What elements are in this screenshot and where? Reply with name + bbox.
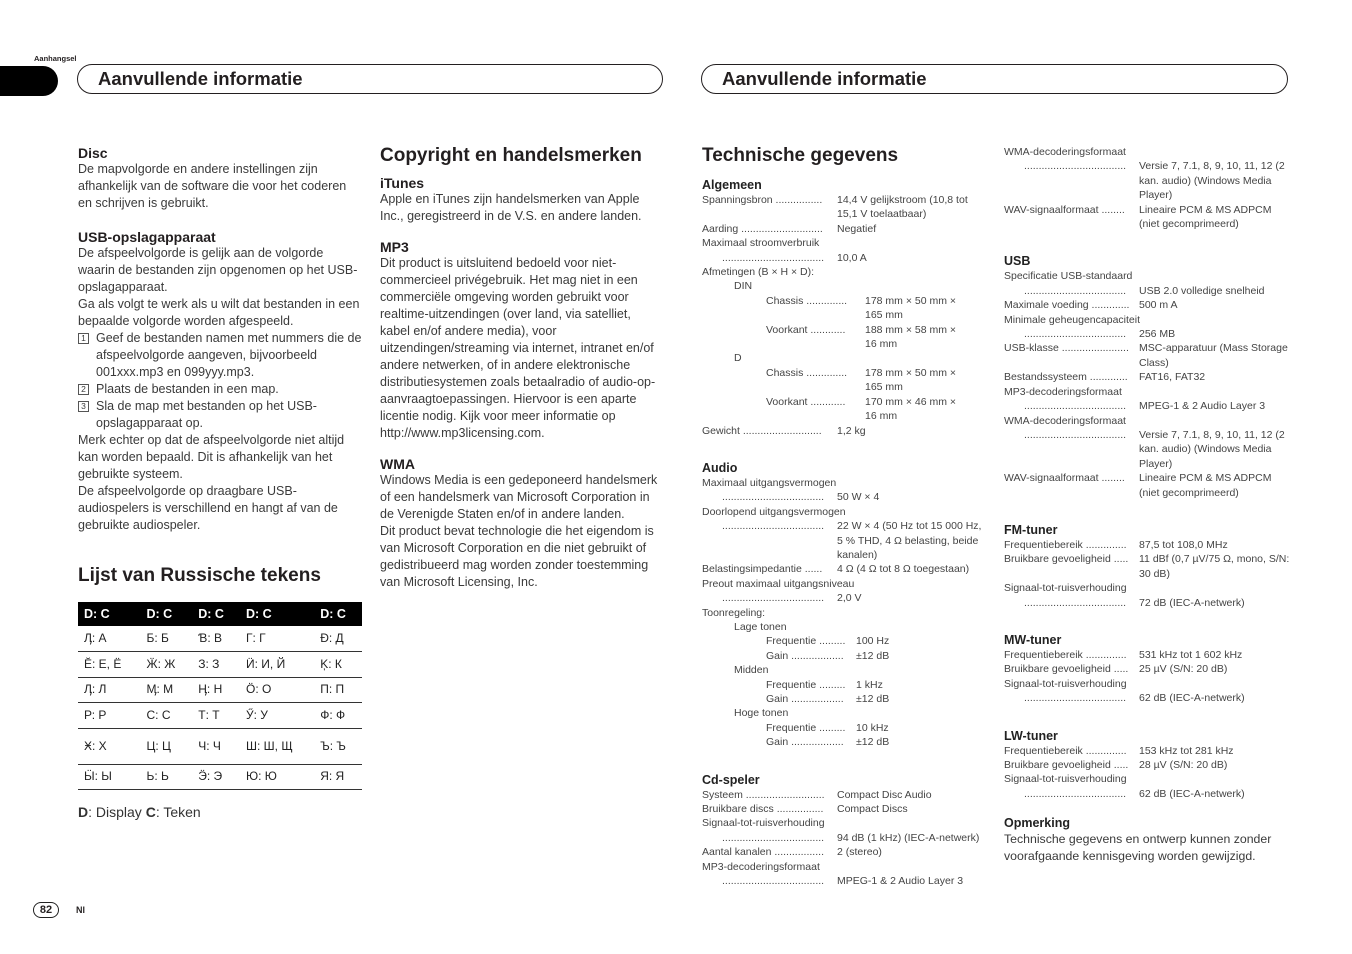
table-row (78, 703, 362, 729)
itunes-text: Apple en iTunes zijn handelsmerken van Apple Inc., geregistreerd in de V.S. en andere landen. (380, 192, 642, 223)
section-tag: Aanhangsel (34, 54, 77, 63)
mp3-text: Dit product is uitsluitend bedoeld voor niet-commercieel privégebruik. Het mag niet in een commerciële omgeving worden gebruikt voor realtime-uitzendingen (over land, via satelliet, kabel en/of andere media), voor uitzendingen/streaming via internet, intranet en/of andere netwerken, of in andere elektronische distributiesystemen zoals betaalradio of audio-op-aanvraagtoepassingen. Hiervoor is een aparte licentie nodig. Kijk voor meer informatie op http://www.mp3licensing.com. (380, 256, 656, 440)
table-cell: Ӧ: О (240, 677, 314, 703)
disc-heading: Disc (78, 145, 108, 161)
specs-heading: Technische gegevens (702, 145, 899, 166)
table-cell: Б: Б (141, 626, 193, 652)
table-cell: Ӆ: Л (78, 677, 141, 703)
column-1 (78, 145, 362, 534)
table-row (78, 728, 362, 764)
table-cell: Ӹ: Ы (78, 764, 141, 790)
russian-heading: Lijst van Russische tekens (78, 565, 321, 586)
table-cell: Ӥ: И, Й (240, 652, 314, 678)
russian-legend: D: Display C: Teken (78, 804, 201, 820)
table-cell: Ɖ: Д (314, 626, 362, 652)
usb-step-1: 1 Geef de bestanden namen met nummers die de afspeelvolgorde aangeven, bijvoorbeeld 001xxx.mp3 en 099yyy.mp3. (78, 330, 362, 381)
table-cell: З: З (192, 652, 240, 678)
table-cell: П: П (314, 677, 362, 703)
wma-text-2: Dit product bevat technologie die het eigendom is van Microsoft Corporation en die niet gebruikt of gedistribueerd mag worden zonder toestemming van Microsoft Licensing, Inc. (380, 524, 654, 589)
table-cell: Ч: Ч (192, 728, 240, 764)
usb-spec-heading: USB (1004, 254, 1031, 269)
table-cell: Ɓ: В (192, 626, 240, 652)
disc-text: De mapvolgorde en andere instellingen zijn afhankelijk van de software die voor het coderen en schrijven is gebruikt. (78, 162, 347, 210)
column-2 (380, 145, 663, 591)
table-cell: Ь: Ь (141, 764, 193, 790)
table-row (78, 677, 362, 703)
table-cell: Ю: Ю (240, 764, 314, 790)
table-cell: Ъ: Ъ (314, 728, 362, 764)
russian-table-wrap (78, 602, 362, 790)
mp3-heading: MP3 (380, 239, 409, 255)
usb-step-3: 3 Sla de map met bestanden op het USB-opslagapparaat op. (78, 398, 362, 432)
table-cell: Ĕ: Е, Ё (78, 652, 141, 678)
header-title-left: Aanvullende informatie (77, 64, 663, 94)
header-title-right: Aanvullende informatie (701, 64, 1288, 94)
note-heading: Opmerking (1004, 816, 1070, 831)
table-cell: Ӎ: М (141, 677, 193, 703)
wma-text-1: Windows Media is een gedeponeerd handelsmerk of een handelsmerk van Microsoft Corporation in de Verenigde Staten en/of in andere landen. (380, 473, 658, 521)
table-cell: Ӝ: Ж (141, 652, 193, 678)
table-header: D: C (314, 602, 362, 626)
usb-text-4: De afspeelvolgorde op draagbare USB-audiospelers is verschillend en hangt af van de gebruikte audiospeler. (78, 484, 338, 532)
usb-step-2: 2 Plaats de bestanden in een map. (78, 381, 362, 398)
lw-heading: LW-tuner (1004, 728, 1058, 743)
table-cell: Г: Г (240, 626, 314, 652)
column-3: Technische gegevens Algemeen Spanningsbron ................ 14,4 V gelijkstroom (10,8 tot 15,1 V toelaatbaar) Aarding ............................ Negatief Maximaal stroomverbruik ................................... 10,0 A Afmetingen (B × H × D): DIN Chassis .............. 178 mm × 50 mm × 165 mm Voorkant ............ 188 mm × 58 mm × 16 mm D Chassis .............. 178 mm × 50 mm × 165 mm Voorkant ............ 170 mm × 46 mm × 16 mm Gewicht ........................... 1,2 kg Audio Maximaal uitgangsvermogen ................................... 50 W × 4 Doorlopend uitgangsvermogen ................................... 22 W × 4 (50 Hz tot 15 000 Hz, 5 % THD, 4 Ω belasting, beide kanalen) Belastingsimpedantie ...... 4 Ω (4 Ω tot 8 Ω toegestaan) Preout maximaal uitgangsniveau ................................... 2,0 V Toonregeling: Lage tonen Frequentie ......... 100 Hz Gain .................. ±12 dB Midden Frequentie ......... 1 kHz Gain .................. ±12 dB Hoge tonen Frequentie ......... 10 kHz Gain .................. ±12 dB Cd-speler Systeem ........................... Compact Disc Audio Bruikbare discs ................ Compact Discs Signaal-tot-ruisverhouding ................................... 94 dB (1 kHz) (IEC-A-netwerk) Aantal kanalen ................. 2 (stereo) MP3-decoderingsformaat ................................... MPEG-1 & 2 Audio Layer 3 (702, 145, 982, 888)
page-number: 82 (33, 902, 59, 918)
table-row (78, 626, 362, 652)
table-cell: Ц: Ц (141, 728, 193, 764)
table-cell: Т: Т (192, 703, 240, 729)
table-cell: Ӳ: У (240, 703, 314, 729)
table-header: D: C (78, 602, 141, 626)
table-cell: Ӊ: Н (192, 677, 240, 703)
cd-heading: Cd-speler (702, 772, 760, 787)
table-cell: Ӆ: А (78, 626, 141, 652)
table-cell: Р: Р (78, 703, 141, 729)
table-cell: Ķ: К (314, 652, 362, 678)
russian-table (78, 602, 362, 790)
table-header: D: C (141, 602, 193, 626)
section-tab-marker (0, 66, 58, 96)
table-row (78, 652, 362, 678)
table-cell: Ш: Ш, Щ (240, 728, 314, 764)
copyright-heading: Copyright en handelsmerken (380, 145, 642, 166)
itunes-heading: iTunes (380, 175, 425, 191)
table-cell: Ӭ: Э (192, 764, 240, 790)
usb-heading: USB-opslagapparaat (78, 229, 216, 245)
table-header: D: C (240, 602, 314, 626)
fm-heading: FM-tuner (1004, 522, 1058, 537)
column-4: WMA-decoderingsformaat ................................... Versie 7, 7.1, 8, 9, 10, 11, 12 (2 kan. audio) (Windows Media Player) WAV-signaalformaat ........ Lineaire PCM & MS ADPCM (niet gecomprimeerd) USB Specificatie USB-standaard ................................... USB 2.0 volledige snelheid Maximale voeding ............. 500 m A Minimale geheugencapaciteit ................................... 256 MB USB-klasse ....................... MSC-apparatuur (Mass Storage Class) Bestandssysteem ............. FAT16, FAT32 MP3-decoderingsformaat ................................... MPEG-1 & 2 Audio Layer 3 WMA-decoderingsformaat ................................... Versie 7, 7.1, 8, 9, 10, 11, 12 (2 kan. audio) (Windows Media Player) WAV-signaalformaat ........ Lineaire PCM & MS ADPCM (niet gecomprimeerd) FM-tuner Frequentiebereik .............. 87,5 tot 108,0 MHz Bruikbare gevoeligheid ..... 11 dBf (0,7 µV/75 Ω, mono, S/N: 30 dB) Signaal-tot-ruisverhouding ................................... 72 dB (IEC-A-netwerk) MW-tuner Frequentiebereik .............. 531 kHz tot 1 602 kHz Bruikbare gevoeligheid ..... 25 µV (S/N: 20 dB) Signaal-tot-ruisverhouding ................................... 62 dB (IEC-A-netwerk) LW-tuner Frequentiebereik .............. 153 kHz tot 281 kHz Bruikbare gevoeligheid ..... 28 µV (S/N: 20 dB) Signaal-tot-ruisverhouding ................................... 62 dB (IEC-A-netwerk) Opmerking Technische gegevens en ontwerp kunnen zonder voorafgaande kennisgeving worden gewijzigd. (1004, 145, 1294, 865)
table-cell: Я: Я (314, 764, 362, 790)
mw-heading: MW-tuner (1004, 632, 1062, 647)
algemeen-heading: Algemeen (702, 178, 762, 192)
usb-text-3: Merk echter op dat de afspeelvolgorde niet altijd kan worden bepaald. Dit is afhankelijk van het gebruikte systeem. (78, 433, 345, 481)
table-cell: С: С (141, 703, 193, 729)
language-code: Nl (76, 905, 85, 915)
table-cell: Ӿ: Х (78, 728, 141, 764)
audio-heading: Audio (702, 460, 738, 475)
note-text: Technische gegevens en ontwerp kunnen zonder voorafgaande kennisgeving worden gewijzigd. (1004, 832, 1272, 864)
usb-text-2: Ga als volgt te werk als u wilt dat bestanden in een bepaalde volgorde worden afgespeeld. (78, 297, 360, 328)
table-row (78, 764, 362, 790)
table-cell: Ф: Ф (314, 703, 362, 729)
table-header: D: C (192, 602, 240, 626)
wma-heading: WMA (380, 456, 415, 472)
usb-text-1: De afspeelvolgorde is gelijk aan de volgorde waarin de bestanden zijn opgenomen op het USB-opslagapparaat. (78, 246, 358, 294)
